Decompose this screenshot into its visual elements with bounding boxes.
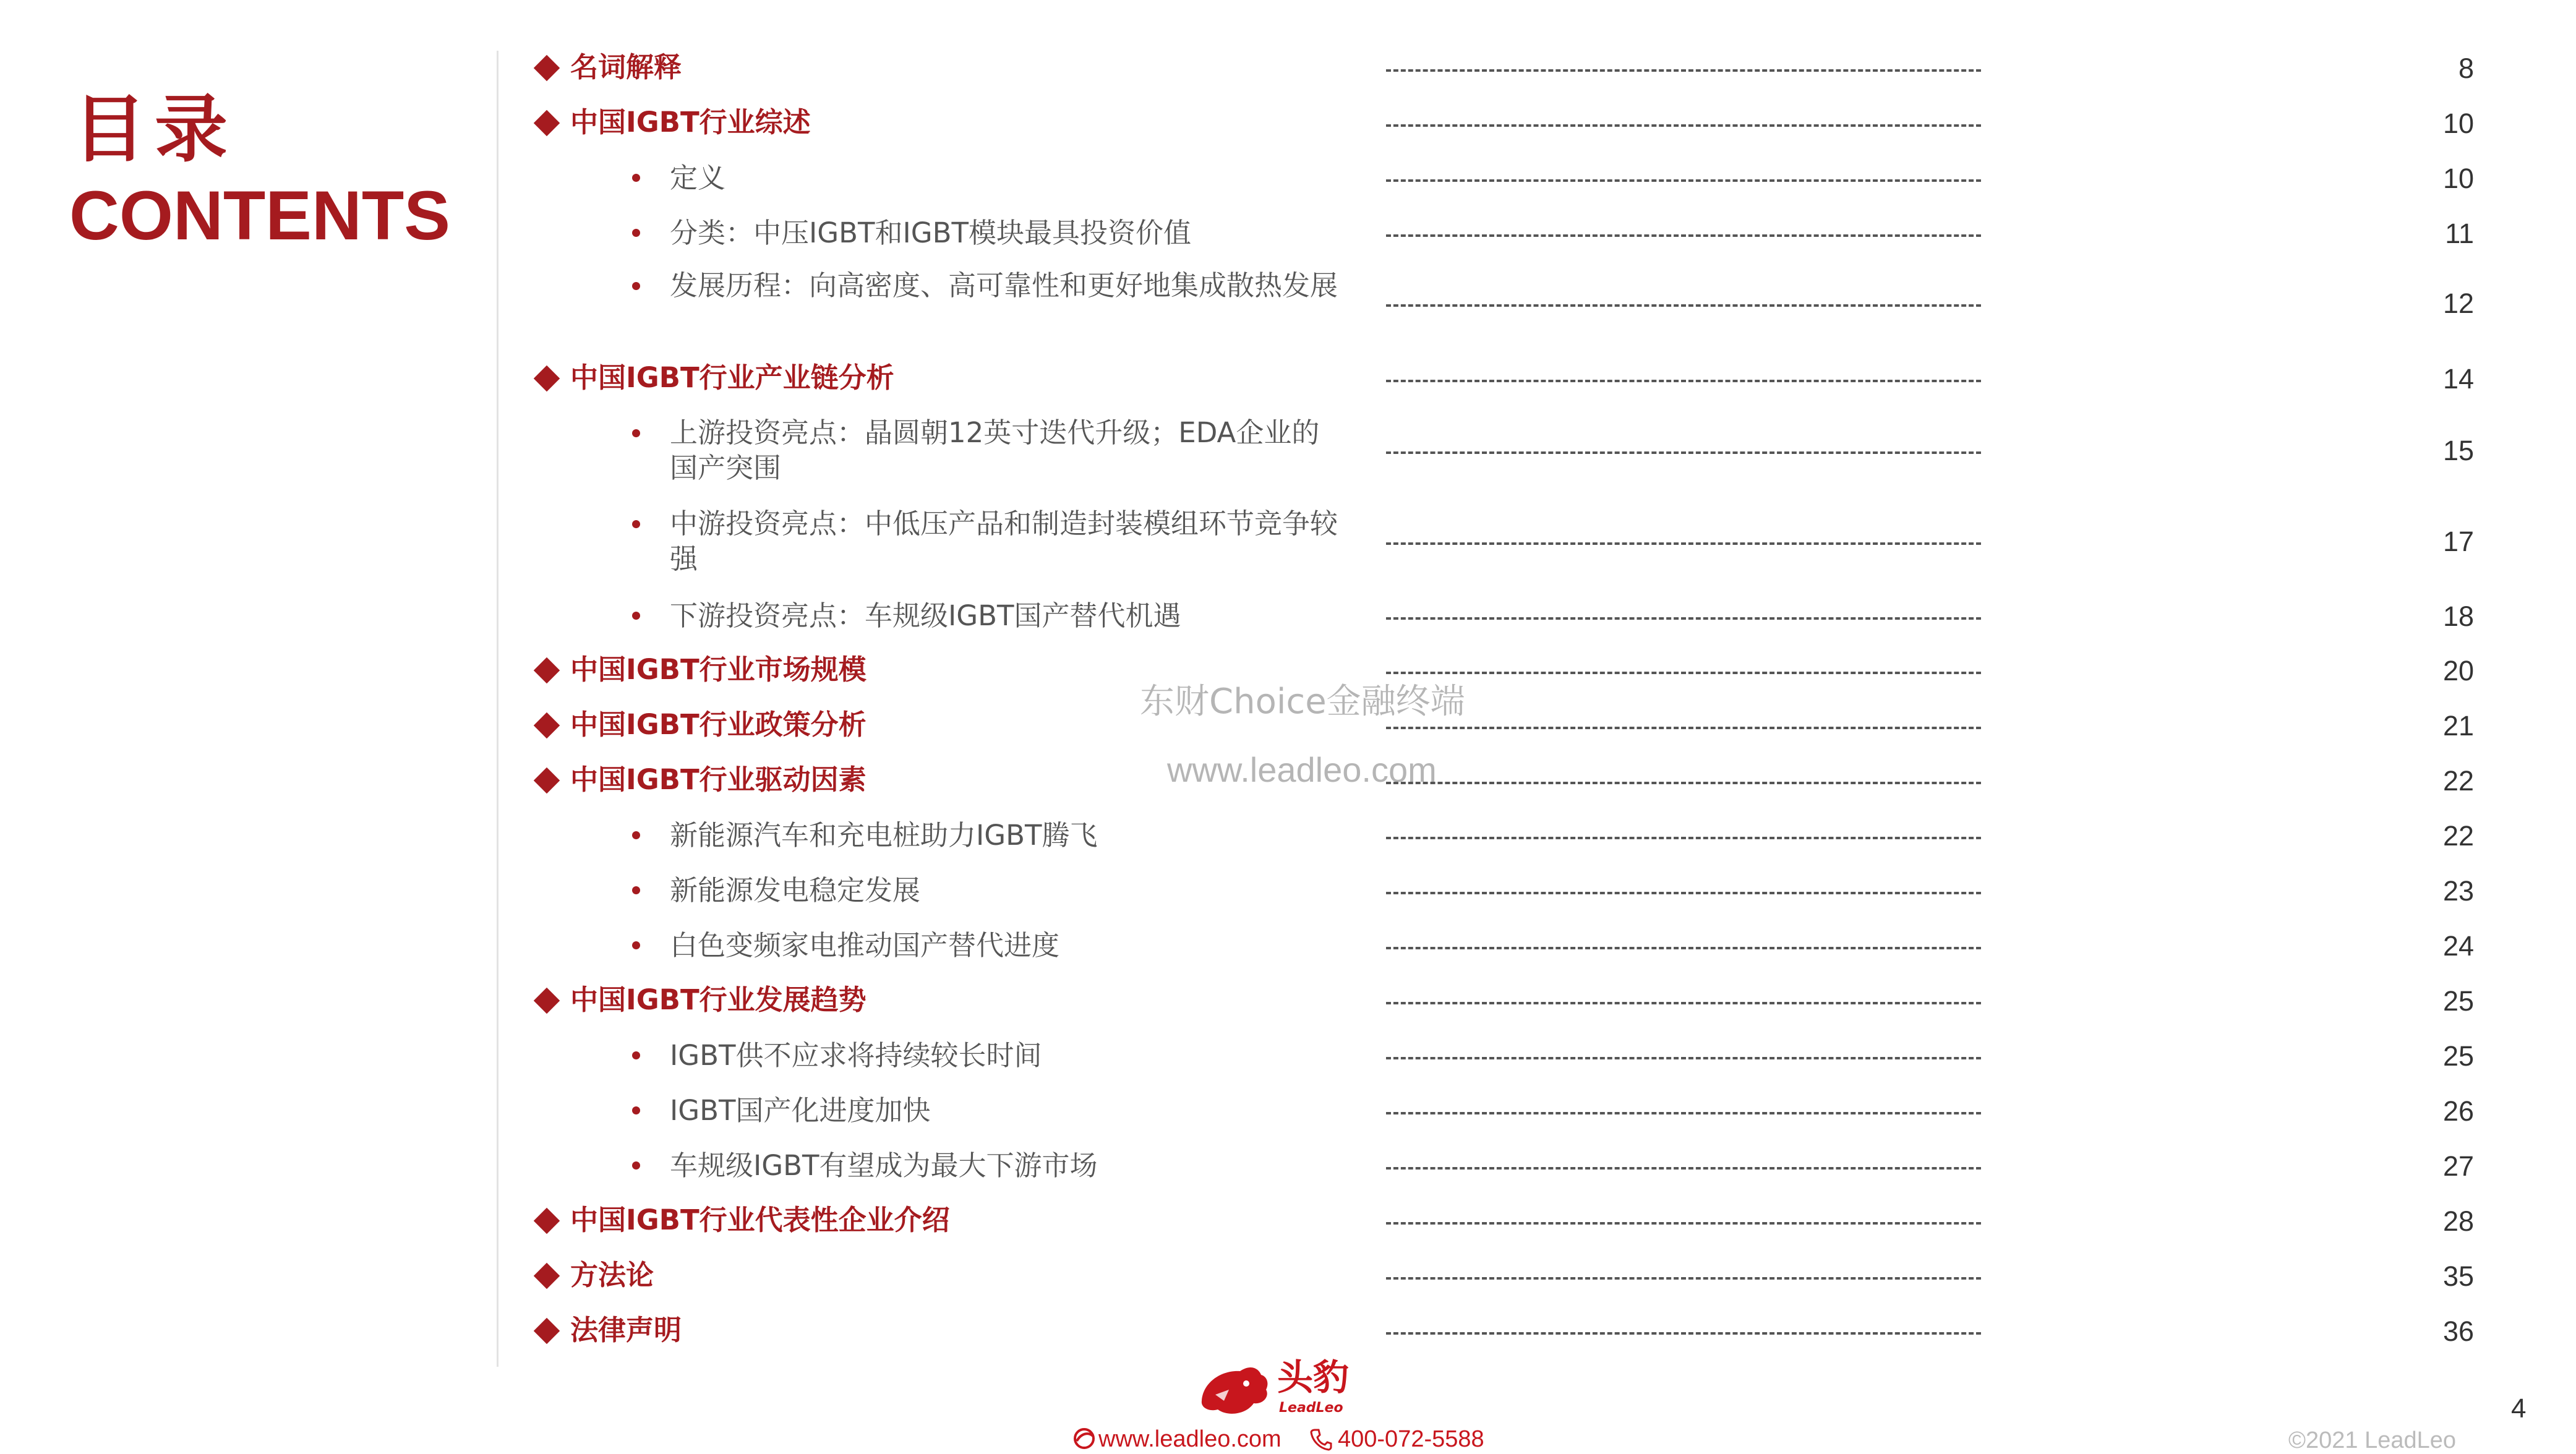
- page-title-en: CONTENTS: [69, 177, 450, 254]
- toc-section-label: 中国IGBT行业产业链分析: [570, 361, 894, 394]
- dot-bullet-icon: [632, 520, 640, 528]
- dot-bullet-icon: [632, 1161, 640, 1170]
- dotted-leader: [1386, 782, 1981, 784]
- dotted-leader: [1386, 1057, 1981, 1059]
- toc-page-number: 21: [2442, 710, 2474, 742]
- toc-page-number: 36: [2442, 1315, 2474, 1347]
- toc-subsection-label: 新能源发电稳定发展: [670, 874, 921, 907]
- toc-section-label: 中国IGBT行业发展趋势: [570, 983, 867, 1016]
- toc-page-number: 17: [2442, 526, 2474, 557]
- diamond-bullet-icon: [534, 366, 560, 391]
- dotted-leader: [1386, 892, 1981, 894]
- toc-subsection-label: IGBT国产化进度加快: [670, 1094, 931, 1127]
- page-number: 4: [2511, 1393, 2527, 1424]
- dot-bullet-icon: [632, 174, 640, 182]
- dotted-leader: [1386, 1332, 1981, 1335]
- toc-subsection-label: 发展历程：向高密度、高可靠性和更好地集成散热发展: [670, 269, 1338, 302]
- toc-page-number: 24: [2442, 930, 2474, 962]
- dotted-leader: [1386, 542, 1981, 545]
- toc-section-label: 方法论: [570, 1259, 654, 1291]
- toc-subsection-label: IGBT供不应求将持续较长时间: [670, 1039, 1042, 1072]
- phone-number: 400-072-5588: [1338, 1426, 1484, 1452]
- website-link[interactable]: www.leadleo.com: [1098, 1426, 1282, 1452]
- dotted-leader: [1386, 304, 1981, 307]
- dotted-leader: [1386, 179, 1981, 182]
- toc-page-number: 27: [2442, 1150, 2474, 1182]
- diamond-bullet-icon: [534, 768, 560, 793]
- dotted-leader: [1386, 727, 1981, 729]
- vertical-divider: [497, 51, 499, 1367]
- dotted-leader: [1386, 380, 1981, 382]
- diamond-bullet-icon: [534, 712, 560, 738]
- dotted-leader: [1386, 837, 1981, 839]
- toc-section-label: 中国IGBT行业驱动因素: [570, 763, 867, 796]
- dotted-leader: [1386, 1277, 1981, 1280]
- dot-bullet-icon: [632, 886, 640, 894]
- diamond-bullet-icon: [534, 1263, 560, 1289]
- diamond-bullet-icon: [534, 55, 560, 81]
- dot-bullet-icon: [632, 941, 640, 949]
- page-title-cn: 目录: [73, 87, 237, 172]
- toc-section-label: 中国IGBT行业市场规模: [570, 653, 867, 686]
- dot-bullet-icon: [632, 229, 640, 237]
- dotted-leader: [1386, 617, 1981, 620]
- toc-section-label: 中国IGBT行业政策分析: [570, 708, 867, 741]
- diamond-bullet-icon: [534, 988, 560, 1014]
- toc-page-number: 11: [2445, 218, 2474, 249]
- toc-page-number: 15: [2442, 435, 2474, 466]
- dotted-leader: [1386, 672, 1981, 674]
- toc-section-label: 名词解释: [570, 51, 682, 83]
- dot-bullet-icon: [632, 831, 640, 839]
- diamond-bullet-icon: [534, 110, 560, 136]
- dotted-leader: [1386, 947, 1981, 949]
- watermark-line-1: 东财Choice金融终端: [1140, 682, 1465, 722]
- toc-page-number: 28: [2442, 1205, 2474, 1237]
- toc-subsection-label: 上游投资亮点：晶圆朝12英寸迭代升级；EDA企业的国产突围: [670, 416, 1320, 484]
- diamond-bullet-icon: [534, 1208, 560, 1234]
- dot-bullet-icon: [632, 429, 640, 437]
- dotted-leader: [1386, 234, 1981, 237]
- toc-page-number: 12: [2442, 288, 2474, 319]
- toc-page-number: 8: [2458, 53, 2474, 84]
- toc-page-number: 22: [2442, 765, 2474, 797]
- diamond-bullet-icon: [534, 1318, 560, 1344]
- dotted-leader: [1386, 1167, 1981, 1170]
- toc-page-number: 35: [2442, 1260, 2474, 1292]
- toc-page-number: 14: [2442, 363, 2474, 395]
- toc-section-label: 中国IGBT行业代表性企业介绍: [570, 1204, 950, 1236]
- toc-subsection-label: 车规级IGBT有望成为最大下游市场: [670, 1149, 1098, 1182]
- toc-subsection-label: 下游投资亮点：车规级IGBT国产替代机遇: [670, 599, 1181, 632]
- toc-subsection-label: 定义: [670, 161, 726, 194]
- toc-page-number: 20: [2442, 655, 2474, 686]
- brand-name-en: LeadLeo: [1279, 1400, 1343, 1416]
- toc-page-number: 10: [2442, 163, 2474, 194]
- dot-bullet-icon: [632, 1106, 640, 1114]
- toc-page-number: 25: [2442, 985, 2474, 1017]
- toc-page-number: 25: [2442, 1040, 2474, 1072]
- dotted-leader: [1386, 1222, 1981, 1225]
- copyright: ©2021 LeadLeo: [2288, 1427, 2457, 1453]
- toc-page-number: 18: [2442, 601, 2474, 632]
- toc-subsection-label: 白色变频家电推动国产替代进度: [670, 929, 1060, 962]
- dot-bullet-icon: [632, 282, 640, 290]
- diamond-bullet-icon: [534, 657, 560, 683]
- toc-page-number: 26: [2442, 1095, 2474, 1127]
- dotted-leader: [1386, 1002, 1981, 1004]
- dotted-leader: [1386, 1112, 1981, 1114]
- dotted-leader: [1386, 124, 1981, 127]
- watermark-line-2: www.leadleo.com: [1167, 750, 1437, 789]
- web-icon: [1072, 1426, 1097, 1451]
- brand-name-cn: 头豹: [1277, 1356, 1350, 1398]
- dot-bullet-icon: [632, 612, 640, 620]
- dot-bullet-icon: [632, 1051, 640, 1059]
- dotted-leader: [1386, 69, 1981, 72]
- toc-page-number: 10: [2442, 108, 2474, 139]
- dotted-leader: [1386, 451, 1981, 454]
- phone-icon: [1309, 1426, 1333, 1451]
- toc-subsection-label: 分类：中压IGBT和IGBT模块最具投资价值: [670, 216, 1192, 249]
- toc-page-number: 22: [2442, 820, 2474, 852]
- toc-page-number: 23: [2442, 875, 2474, 907]
- toc-section-label: 法律声明: [570, 1314, 682, 1346]
- toc-subsection-label: 中游投资亮点：中低压产品和制造封装模组环节竞争较强: [670, 507, 1338, 575]
- toc-section-label: 中国IGBT行业综述: [570, 106, 811, 139]
- toc-subsection-label: 新能源汽车和充电桩助力IGBT腾飞: [670, 819, 1098, 852]
